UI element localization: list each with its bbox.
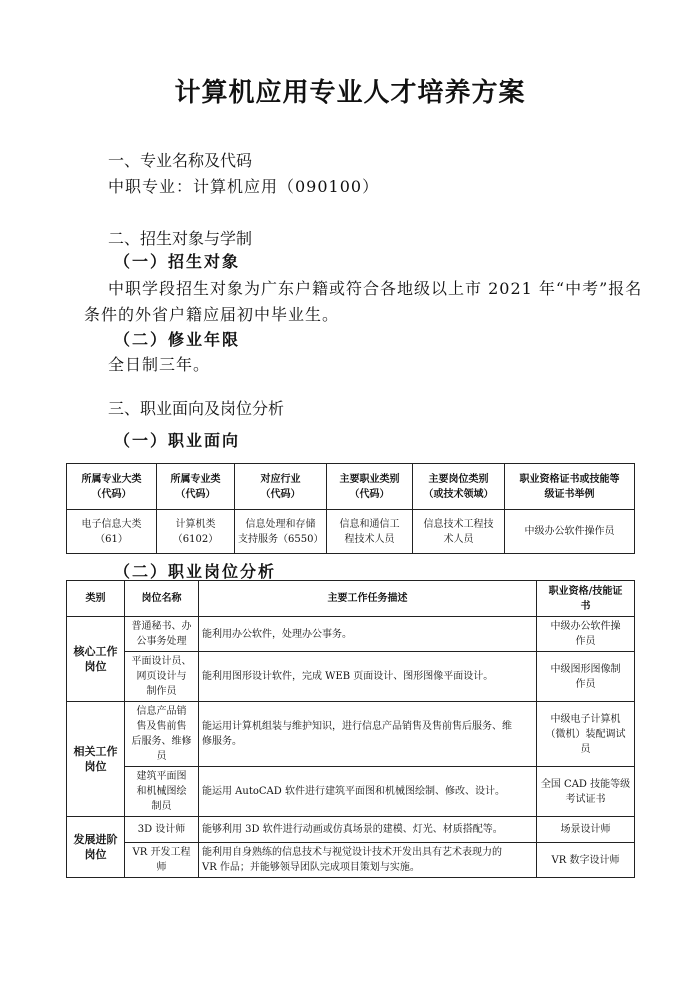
table-cell bbox=[67, 510, 157, 554]
category-cell bbox=[67, 702, 125, 817]
table-row bbox=[67, 843, 635, 878]
table-row bbox=[67, 702, 635, 767]
table-cell bbox=[157, 510, 235, 554]
tasks-cell-text: VR 作品；并能够领导团队完成项目策划与实施。 bbox=[202, 862, 420, 873]
cert-cell bbox=[537, 652, 635, 702]
table-cell-text: 术人员 bbox=[443, 533, 474, 545]
cert-cell-text: VR 数字设计师 bbox=[551, 854, 620, 866]
cert-cell-text: 考试证书 bbox=[565, 793, 606, 805]
position-cell-text: 3D 设计师 bbox=[137, 824, 186, 835]
position-cell bbox=[125, 617, 199, 652]
major-name-text: 中职专业：计算机应用（090100） bbox=[108, 177, 380, 196]
position-analysis-heading: （二）职业岗位分析 bbox=[114, 559, 280, 582]
duration-text: 全日制三年。 bbox=[108, 355, 211, 374]
table-cell-text: 程技术人员 bbox=[344, 533, 395, 545]
career-orientation-table bbox=[66, 463, 635, 554]
table-cell-text: 信息和通信工 bbox=[339, 518, 400, 530]
cert-cell-text: 作员 bbox=[575, 636, 596, 647]
tasks-cell-text: 能运用 AutoCAD 软件进行建筑平面图和机械图绘制、修改、设计。 bbox=[202, 786, 505, 797]
career-orientation-heading: （一）职业面向 bbox=[114, 431, 241, 450]
position-cell bbox=[125, 843, 199, 878]
tasks-cell bbox=[199, 702, 537, 767]
header-cell-text: （代码） bbox=[349, 488, 390, 500]
document-title: 计算机应用专业人才培养方案 bbox=[174, 78, 526, 108]
table-header-row bbox=[67, 581, 635, 617]
table-cell-text: 电子信息大类 bbox=[81, 518, 142, 530]
tasks-cell bbox=[199, 767, 537, 817]
cert-cell bbox=[537, 702, 635, 767]
header-cell-category bbox=[67, 581, 125, 617]
position-cell-text: VR 开发工程 bbox=[132, 847, 191, 858]
category-cell-text: 核心工作 bbox=[73, 645, 118, 658]
position-cell bbox=[125, 652, 199, 702]
enrollment-text-2: 条件的外省户籍应届初中毕业生。 bbox=[84, 305, 340, 324]
category-cell-text: 相关工作 bbox=[73, 745, 118, 758]
position-cell-text: 制员 bbox=[151, 801, 172, 812]
table-cell-text: （61） bbox=[95, 533, 128, 545]
section-2-heading: 二、招生对象与学制 bbox=[108, 229, 253, 248]
position-cell-text: 售及售前售 bbox=[136, 721, 187, 732]
header-cell-position-text: 岗位名称 bbox=[141, 593, 182, 604]
header-cell-text: （代码） bbox=[260, 488, 301, 500]
header-cell-cert-text: 职业资格/技能证 bbox=[548, 585, 623, 597]
enrollment-text-1: 中职学段招生对象为广东户籍或符合各地级以上市 2021 年“中考”报名 bbox=[108, 279, 643, 298]
table-row bbox=[67, 510, 635, 554]
header-cell-category-text: 类别 bbox=[85, 593, 106, 604]
position-cell-text: 制作员 bbox=[146, 686, 177, 697]
table-cell-text: （6102） bbox=[172, 533, 219, 545]
header-cell-text: 所属专业类 bbox=[170, 473, 221, 485]
header-cell-text: 主要岗位类别 bbox=[428, 473, 489, 485]
position-analysis-table bbox=[66, 580, 635, 878]
cert-cell-text: 中级电子计算机 bbox=[550, 713, 621, 725]
tasks-cell-text: 能利用图形设计软件，完成 WEB 页面设计、图形图像平面设计。 bbox=[202, 671, 494, 682]
table-cell-text: 信息技术工程技 bbox=[423, 518, 494, 530]
tasks-cell-text: 修服务。 bbox=[202, 736, 242, 747]
header-cell-text: （代码） bbox=[175, 488, 216, 500]
category-cell-text: 岗位 bbox=[84, 660, 107, 673]
cert-cell-text: 中级办公软件操 bbox=[550, 621, 621, 632]
tasks-cell bbox=[199, 617, 537, 652]
header-cell-text: 对应行业 bbox=[260, 473, 301, 485]
header-cell bbox=[157, 464, 235, 510]
position-cell-text: 网页设计与 bbox=[136, 671, 187, 682]
header-cell-text: 主要职业类别 bbox=[339, 473, 400, 485]
table-cell-text: 计算机类 bbox=[175, 518, 216, 530]
header-cell bbox=[235, 464, 327, 510]
cert-cell bbox=[537, 817, 635, 843]
table-cell-text: 信息处理和存储 bbox=[245, 518, 316, 530]
cert-cell-text: 作员 bbox=[575, 678, 596, 690]
tasks-cell-text: 能利用办公软件，处理办公事务。 bbox=[202, 628, 352, 640]
position-cell bbox=[125, 702, 199, 767]
table-cell bbox=[235, 510, 327, 554]
table-row bbox=[67, 652, 635, 702]
header-cell bbox=[327, 464, 413, 510]
header-cell bbox=[505, 464, 635, 510]
tasks-cell bbox=[199, 652, 537, 702]
cert-cell-text: （微机）装配调试 bbox=[545, 728, 626, 740]
position-cell-text: 平面设计员、 bbox=[131, 656, 192, 667]
cert-cell bbox=[537, 843, 635, 878]
header-cell-tasks bbox=[199, 581, 537, 617]
tasks-cell-text: 能利用自身熟练的信息技术与视觉设计技术开发出具有艺术表现力的 bbox=[202, 847, 502, 858]
category-cell-text: 岗位 bbox=[84, 760, 107, 773]
header-cell-text: 所属专业大类 bbox=[81, 473, 142, 485]
position-cell-text: 员 bbox=[156, 751, 167, 762]
table-cell bbox=[327, 510, 413, 554]
header-cell-cert-text: 书 bbox=[580, 600, 591, 612]
category-cell-text: 岗位 bbox=[84, 848, 107, 861]
position-cell bbox=[125, 817, 199, 843]
header-cell-cert bbox=[537, 581, 635, 617]
table-header-row bbox=[67, 464, 635, 510]
section-1-heading: 一、专业名称及代码 bbox=[108, 151, 253, 170]
table-cell-text: 中级办公软件操作员 bbox=[524, 526, 615, 537]
category-cell bbox=[67, 617, 125, 702]
table-row bbox=[67, 767, 635, 817]
tasks-cell bbox=[199, 817, 537, 843]
cert-cell-text: 场景设计师 bbox=[560, 824, 611, 835]
header-cell-text: （代码） bbox=[91, 488, 132, 500]
header-cell-position bbox=[125, 581, 199, 617]
position-cell bbox=[125, 767, 199, 817]
table-cell-text: 支持服务（6550） bbox=[238, 533, 324, 545]
tasks-cell-text: 能运用计算机组装与维护知识，进行信息产品销售及售前售后服务、维 bbox=[202, 721, 512, 732]
table-row bbox=[67, 817, 635, 843]
position-cell-text: 公事务处理 bbox=[136, 636, 187, 647]
position-cell-text: 和机械图绘 bbox=[136, 786, 187, 797]
header-cell-text: 职业资格证书或技能等 bbox=[519, 473, 620, 485]
header-cell-tasks-text: 主要工作任务描述 bbox=[327, 593, 408, 604]
duration-heading: （二）修业年限 bbox=[114, 330, 241, 349]
cert-cell-text: 全国 CAD 技能等级 bbox=[540, 778, 631, 790]
section-3-heading: 三、职业面向及岗位分析 bbox=[108, 399, 285, 418]
cert-cell-text: 中级图形图像制 bbox=[550, 663, 621, 675]
cert-cell-text: 员 bbox=[580, 743, 591, 755]
tasks-cell-text: 能够利用 3D 软件进行动画或仿真场景的建模、灯光、材质搭配等。 bbox=[202, 824, 503, 835]
category-cell-text: 发展进阶 bbox=[73, 833, 118, 846]
position-cell-text: 师 bbox=[156, 862, 167, 873]
enrollment-heading: （一）招生对象 bbox=[114, 252, 241, 271]
position-cell-text: 后服务、维修 bbox=[131, 736, 192, 747]
category-cell bbox=[67, 817, 125, 878]
table-cell bbox=[413, 510, 505, 554]
tasks-cell bbox=[199, 843, 537, 878]
cert-cell bbox=[537, 767, 635, 817]
table-cell bbox=[505, 510, 635, 554]
table-row bbox=[67, 617, 635, 652]
header-cell bbox=[67, 464, 157, 510]
header-cell-text: （或技术领域） bbox=[423, 488, 494, 500]
header-cell-text: 级证书举例 bbox=[544, 488, 595, 500]
cert-cell bbox=[537, 617, 635, 652]
position-cell-text: 信息产品销 bbox=[136, 706, 187, 717]
header-cell bbox=[413, 464, 505, 510]
position-cell-text: 普通秘书、办 bbox=[131, 621, 192, 632]
position-cell-text: 建筑平面图 bbox=[136, 771, 187, 782]
